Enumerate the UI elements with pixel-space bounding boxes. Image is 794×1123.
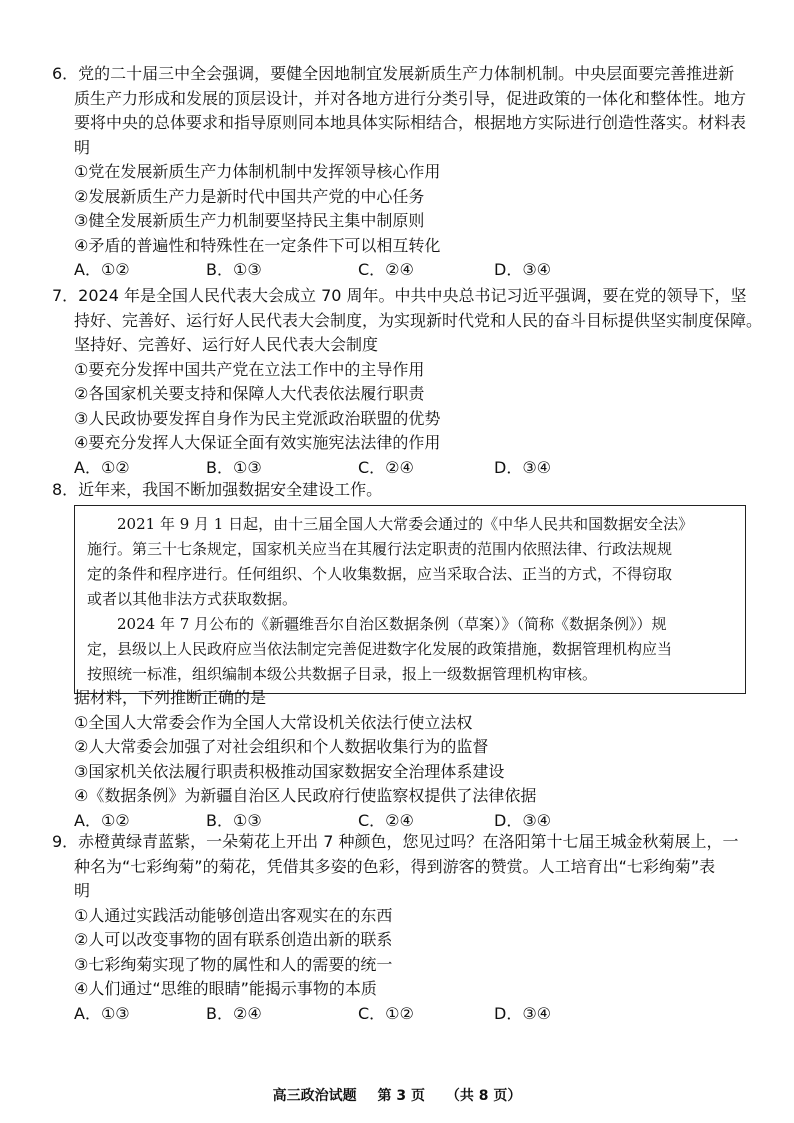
q9-stem-line-1: 9．赤橙黄绿青蓝紫，一朵菊花上开出 7 种颜色，您见过吗？在洛阳第十七届王城金秋菊展上，一 [52,832,739,851]
q6-item-2: ②发展新质生产力是新时代中国共产党的中心任务 [74,186,425,206]
q6-option-b[interactable]: B．①③ [206,260,262,279]
q7-option-d[interactable]: D．③④ [494,457,552,477]
question-7 [52,284,774,480]
question-9 [52,830,774,1026]
q9-item-4: ④人们通过“思维的眼睛”能揭示事物的本质 [74,979,377,998]
q6-options [52,258,774,283]
question-8-body [52,686,774,833]
q6-stem-line-2: 质生产力形成和发展的顶层设计，并对各地方进行分类引导，促进政策的一体化和整体性。地方 [74,88,747,108]
q9-option-c[interactable]: C．①② [358,1003,414,1023]
q8-option-d[interactable]: D．③④ [494,810,552,830]
q8-material-line-2: 施行。第三十七条规定，国家机关应当在其履行法定职责的范围内依照法律、行政法规规 [87,540,673,558]
q8-option-b[interactable]: B．①③ [206,810,262,830]
q7-stem-line-3: 坚持好、完善好、运行好人民代表大会制度 [74,335,379,354]
q6-item-3: ③健全发展新质生产力机制要坚持民主集中制原则 [74,211,425,230]
footer-page-number: 第 3 页 [377,1088,425,1104]
q8-material-line-6: 定，县级以上人民政府应当依法制定完善促进数字化发展的政策措施，数据管理机构应当 [87,640,673,658]
footer-subject: 高三政治试题 [272,1088,357,1104]
q7-stem-line-1: 7．2024 年是全国人民代表大会成立 70 周年。中共中央总书记习近平强调，要在党的领导下，坚 [52,286,747,305]
q9-item-1: ①人通过实践活动能够创造出客观实在的东西 [74,905,393,925]
q9-item-3: ③七彩绚菊实现了物的属性和人的需要的统一 [74,954,393,974]
q9-option-a[interactable]: A．①③ [74,1003,130,1023]
q6-item-1: ①党在发展新质生产力体制机制中发挥领导核心作用 [74,162,441,181]
q6-item-4: ④矛盾的普遍性和特殊性在一定条件下可以相互转化 [74,235,441,255]
q9-options [52,1002,774,1027]
q8-item-2: ②人大常委会加强了对社会组织和个人数据收集行为的监督 [74,737,489,756]
q8-item-3: ③国家机关依法履行职责积极推动国家数据安全治理体系建设 [74,761,505,781]
q6-stem-line-1: 6．党的二十届三中全会强调，要健全因地制宜发展新质生产力体制机制。中央层面要完善推进新 [52,64,735,83]
q8-item-4: ④《数据条例》为新疆自治区人民政府行使监察权提供了法律依据 [74,786,537,805]
footer-total-pages: （共 8 页） [445,1088,522,1104]
q9-stem-line-3: 明 [74,881,91,900]
q9-option-b[interactable]: B．②④ [206,1003,262,1023]
q6-option-a[interactable]: A．①② [74,260,130,279]
q7-stem-line-2: 持好、完善好、运行好人民代表大会制度，为实现新时代党和人民的奋斗目标提供坚实制度保障。 [74,310,763,330]
q9-stem-line-2: 种名为“七彩绚菊”的菊花，凭借其多姿的色彩，得到游客的赞赏。人工培育出“七彩绚菊”表 [74,856,716,876]
q9-option-d[interactable]: D．③④ [494,1003,552,1023]
q8-item-1: ①全国人大常委会作为全国人大常设机关依法行使立法权 [74,712,473,732]
q7-item-4: ④要充分发挥人大保证全面有效实施宪法法律的作用 [74,433,441,452]
q8-material-line-1: 2021 年 9 月 1 日起，由十三届全国人大常委会通过的《中华人民共和国数据安全法》 [117,515,694,533]
q8-material-box [74,505,746,694]
q6-stem-line-4: 明 [74,137,91,157]
q7-item-3: ③人民政协要发挥自身作为民主党派政治联盟的优势 [74,408,441,428]
q8-stem: 据材料，下列推断正确的是 [74,688,267,707]
q8-material-line-7: 按照统一标准，组织编制本级公共数据子目录，报上一级数据管理机构审核。 [87,665,598,683]
q7-option-a[interactable]: A．①② [74,457,130,477]
q6-stem-line-3: 要将中央的总体要求和指导原则同本地具体实际相结合，根据地方实际进行创造性落实。材料表 [74,113,747,132]
question-6 [52,62,774,283]
q7-option-b[interactable]: B．①③ [206,457,262,477]
q8-material-line-4: 或者以其他非法方式获取数据。 [87,590,298,608]
question-8 [52,478,774,503]
q8-intro: 8．近年来，我国不断加强数据安全建设工作。 [52,480,383,499]
q7-option-c[interactable]: C．②④ [358,457,414,477]
q7-item-2: ②各国家机关要支持和保障人大代表依法履行职责 [74,384,425,403]
q6-option-d[interactable]: D．③④ [494,260,552,279]
page-footer [0,1084,794,1109]
q8-material-line-5: 2024 年 7 月公布的《新疆维吾尔自治区数据条例（草案）》（简称《数据条例》）规 [117,615,667,633]
q6-option-c[interactable]: C．②④ [358,260,414,279]
q9-item-2: ②人可以改变事物的固有联系创造出新的联系 [74,930,393,949]
q8-material-line-3: 定的条件和程序进行。任何组织、个人收集数据，应当采取合法、正当的方式，不得窃取 [87,565,673,583]
q8-option-c[interactable]: C．②④ [358,810,414,830]
q7-options [52,456,774,481]
q8-option-a[interactable]: A．①② [74,810,130,830]
q7-item-1: ①要充分发挥中国共产党在立法工作中的主导作用 [74,359,425,379]
